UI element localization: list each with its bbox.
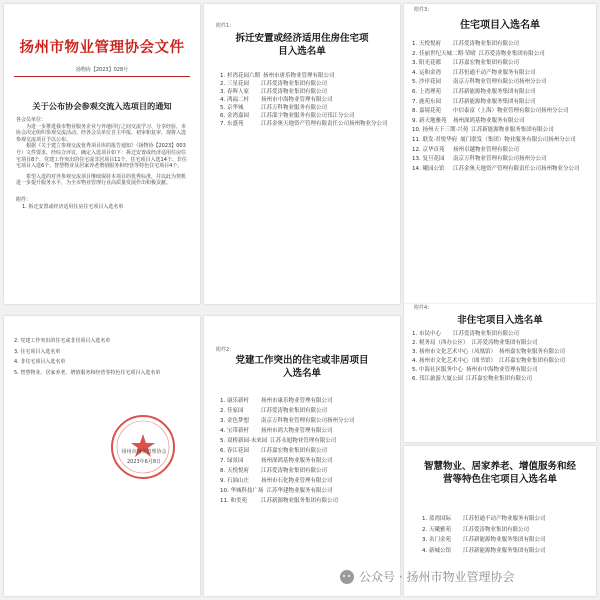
list-item: 11. 联发·君悦华府 厦门联发（集团）物业服务有限公司扬州分公司 <box>412 136 576 143</box>
list2-title: 党建工作突出的住宅或非居项目入选名单 <box>235 355 369 379</box>
list-item: 6. 邗江旅游大厦公园 江苏嘉宏物业集团有限公司 <box>412 376 533 382</box>
body-para: 为进一步推进我市物业服务企业与外地同行之间交流学习、分享经验，市协会决定组织参观交流活动。经各会员单位自主申报、初审和复审，现将入选参观交流项目予以公布。 <box>16 123 187 143</box>
list3-table <box>412 40 592 174</box>
attachment-list-cont <box>14 338 190 376</box>
attachment-item: 4. 非住宅项目入选名单 <box>14 359 66 366</box>
list-item: 13. 复旦花园 南京万科物业管理有限公司扬州分公司 <box>412 156 547 163</box>
list-item: 5. 双桥新园·未来园 江苏永旭物业管理有限公司 <box>220 438 337 444</box>
list1-title: 拆迁安置或经济适用住房住宅项目入选名单 <box>235 33 369 57</box>
list4-table <box>412 330 592 384</box>
list-item: 9. 新天地雅苑 扬州深鸿基物业服务有限公司 <box>412 117 525 124</box>
list4-page <box>404 304 596 442</box>
list-item: 1. 康乐新村 扬州市康乐物业管理有限公司 <box>220 398 333 404</box>
notice-body <box>16 117 188 210</box>
seal-icon <box>108 412 178 482</box>
wechat-icon <box>340 570 354 584</box>
list3-page <box>404 4 596 304</box>
list5-title: 智慧物业、居家养老、增值服务和经营等特色住宅项目入选名单 <box>423 461 576 485</box>
list-item: 1. 市民中心 江苏爱涛物业集团有限公司 <box>412 331 520 337</box>
org-title: 扬州市物业管理协会文件 <box>19 39 185 56</box>
list-item: 12. 京华首苑 扬州卓越物业管理有限公司 <box>412 146 520 153</box>
official-seal <box>108 412 178 482</box>
list-item: 1. 蓝湾国际 江苏恒通不动产物业服务有限公司 <box>422 516 546 522</box>
list2-table <box>220 396 394 506</box>
list-item: 6. 上湾理苑 江苏新能源物业服务集团有限公司 <box>412 88 536 95</box>
list-item: 5. 沙岸花园 南京万科物业管理有限公司扬州分公司 <box>412 79 547 86</box>
list-item: 3. 阳光花都 江苏嘉宏物业集团有限公司 <box>412 60 520 67</box>
list-item: 2. 税务局（西办公区） 江苏爱涛物业集团有限公司 <box>412 340 538 346</box>
list-item: 10. 华城科技广场 江苏华建物业服务有限公司 <box>220 488 333 494</box>
seal-org: 扬州市物业管理协会 <box>121 449 167 455</box>
list-item: 11. 和美苑 江苏新源物业服务集团有限公司 <box>220 498 339 504</box>
list-item: 4. 鸿福二村 扬州市中海物业管理有限公司 <box>220 97 333 103</box>
list-item: 8. 嘉境花苑 中信泰富（上海）物业管理有限公司扬州分公司 <box>412 108 569 115</box>
list-item: 6. 春江花园 江苏嘉宏物业集团有限公司 <box>220 448 328 454</box>
list-item: 2. 天曦雅苑 江苏爱涛物业集团有限公司 <box>422 526 530 533</box>
list1-table <box>220 72 394 128</box>
red-divider <box>14 76 190 77</box>
body-para: 根据《关于建立参观交流优秀项目库的报告通知》（扬物协【2023】003号）文件要求，经综合评议，确定入选项目如下：拆迁安置或经济适用住房住宅项目8个、党建工作突出的住宅或非居项目11个、住宅项目入选14个、非住宅项目入选6个、智慧物业及居家养老增值服务和经营等特色住宅项目4个。 <box>16 143 187 170</box>
salutation: 各会员单位： <box>16 117 47 123</box>
list-item: 7. 鹿苑东园 江苏新能源物业服务集团有限公司 <box>412 98 536 105</box>
watermark-text: 公众号 · 扬州市物业管理协会 <box>359 570 515 584</box>
notice-heading: 关于公布协会参观交流入选项目的通知 <box>32 101 172 111</box>
attachment-item: 5. 智慧物业、居家养老、增值服务和经营等特色住宅项目入选名单 <box>14 369 161 376</box>
list-item: 1. 杉湾花园六期 扬州市唐乐物业管理有限公司 <box>220 73 335 79</box>
notice-page <box>4 4 200 304</box>
attachment-item: 1. 拆迁安置或经济适用住房住宅项目入选名单 <box>22 203 124 210</box>
list-item: 3. 名门金苑 江苏新能源物业服务集团有限公司 <box>422 537 546 543</box>
list-item: 7. 东盛苑 江苏金奥天地资产管理有限责任公司扬州物业分公司 <box>220 121 388 127</box>
attachment-tag: 附件4： <box>414 305 433 311</box>
attachment-tag: 附件1： <box>216 23 235 29</box>
doc-number: 扬物协【2023】028号 <box>75 67 129 73</box>
list-item: 9. 石油山庄 扬州市石化物业管理有限公司 <box>220 478 333 484</box>
list-item: 2. 三星花园 江苏爱涛物业集团有限公司 <box>220 81 328 87</box>
issue-date: 2023年6月8日 <box>126 459 162 465</box>
list-item: 5. 中海社区服务中心 扬州市中海物业管理有限公司 <box>412 367 538 373</box>
attachment-label: 附件： <box>16 196 32 203</box>
list4-title: 非住宅项目入选名单 <box>457 315 543 326</box>
list-item: 4. 宝带新村 扬州市鸿大物业管理有限公司 <box>220 428 333 434</box>
list-item: 8. 天悦悦府 江苏爱涛物业集团有限公司 <box>220 468 328 474</box>
list-item: 4. 扬州市文化艺术中心（图书馆） 江苏嘉宏物业集团有限公司 <box>412 358 566 364</box>
list5-table <box>422 514 592 556</box>
list-item: 6. 金湾嘉园 江苏邵宇物业服务有限公司邗江分公司 <box>220 113 355 119</box>
list1-page <box>204 4 400 304</box>
attachment-item: 2. 党建工作突出的住宅或非居项目入选名单 <box>14 338 111 344</box>
attachment-tag: 附件2： <box>216 347 235 353</box>
list-item: 2. 佳丽世纪天城二期·荣晴 江苏爱涛物业集团有限公司 <box>412 50 545 57</box>
watermark <box>340 568 514 585</box>
list-item: 3. 扬州市文化艺术中心（凤凰馆） 扬州嘉宏物业服务有限公司 <box>412 349 566 355</box>
list-item: 4. 新城公馆 江苏新能源物业服务集团有限公司 <box>422 547 546 554</box>
notice-page-2 <box>4 316 200 596</box>
list-item: 3. 春晖人家 江苏爱涛物业集团有限公司 <box>220 89 328 95</box>
list-item: 7. 绿景园 扬州深鸿基物业服务有限公司 <box>220 458 333 464</box>
list-item: 14. 曦园公馆 江苏金奥天地资产管理有限责任公司扬州物业分公司 <box>412 165 580 172</box>
list2-page <box>204 316 400 596</box>
list3-title: 住宅项目入选名单 <box>460 20 540 31</box>
list-item: 5. 京华城 江苏万科物业服务有限公司 <box>220 105 328 111</box>
attachment-tag: 附件3： <box>414 7 433 13</box>
list-item: 1. 天悦悦府 江苏爱涛物业集团有限公司 <box>412 41 520 47</box>
list-item: 2. 佳家园 江苏爱涛物业集团有限公司 <box>220 408 328 414</box>
body-para: 希望入选的对外参观交流项目继续保持本项目的优秀标准，并以此为契机进一步提升服务水平，为全市物业管理行业高质量发展作出积极贡献。 <box>16 173 187 187</box>
list-item: 10. 扬州天下三期·兴苑 江苏新能源物业服务集团有限公司 <box>412 127 554 134</box>
list-item: 3. 金色梦想 南京万科物业管理有限公司扬州分公司 <box>220 418 355 424</box>
attachment-item: 3. 住宅项目入选名单 <box>14 348 61 355</box>
list-item: 4. 运和金湾 江苏恒通不动产物业服务有限公司 <box>412 69 536 76</box>
